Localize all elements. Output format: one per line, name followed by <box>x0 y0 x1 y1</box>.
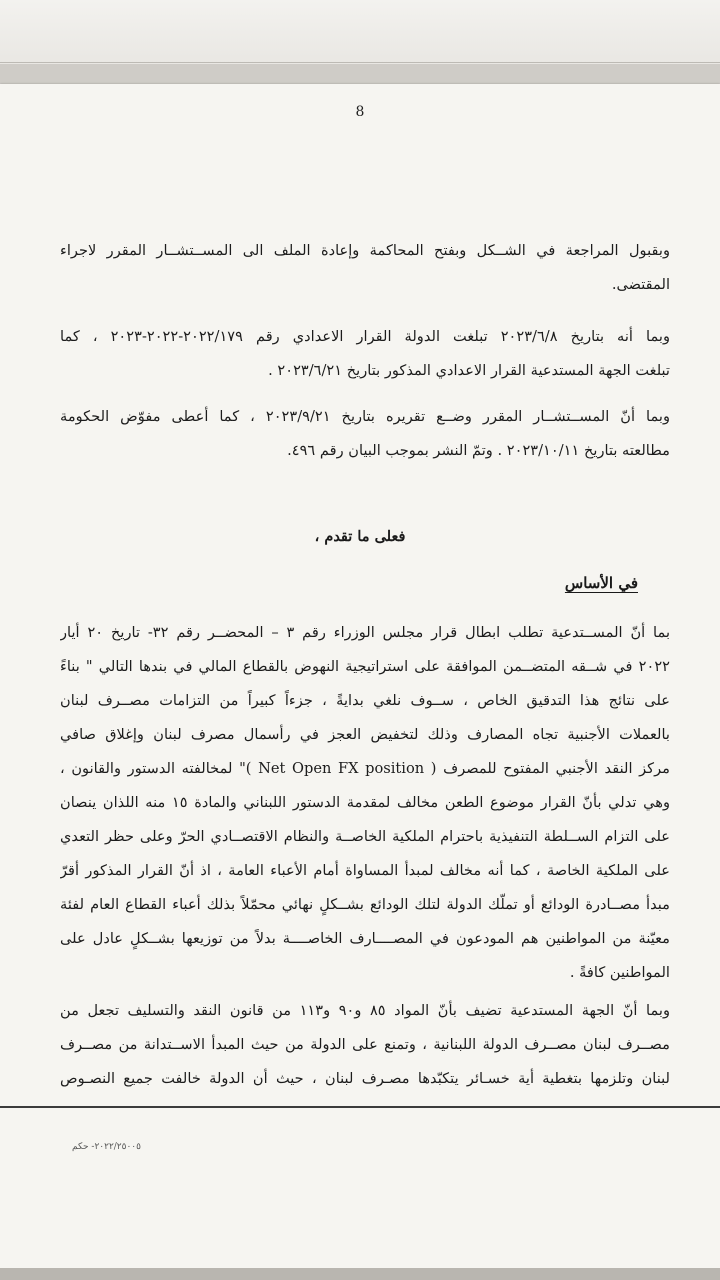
text-line: معيّنة من المواطنين هم المودعون في المصــــارف الخاصــــة بدلاً من توزيعها بشــكلٍ عادل على <box>60 930 670 947</box>
page-gap <box>0 64 720 84</box>
text-line: تبلغت الجهة المستدعية القرار الاعدادي المذكور بتاريخ ٢٠٢٣/٦/٢١ . <box>268 362 670 379</box>
text-line: وبقبول المراجعة في الشــكل وبفتح المحاكمة وإعادة الملف الى المســتشــار المقرر لاجراء <box>60 242 670 259</box>
text-line: وبما أنه بتاريخ ٢٠٢٣/٦/٨ تبلغت الدولة القرار الاعدادي رقم ٢٠٢٢/١٧٩-٢٠٢٢-٢٠٢٣ ، كما <box>60 328 670 345</box>
text-line: بما أنّ المســتدعية تطلب ابطال قرار مجلس الوزراء رقم ٣ – المحضــر رقم ٣٢- تاريخ ٢٠ أيار <box>60 624 670 641</box>
page-divider <box>0 62 720 63</box>
section-heading-merits: في الأساس <box>564 574 638 592</box>
paragraph-review-acceptance <box>60 234 670 302</box>
text-line: وبما أنّ الجهة المستدعية تضيف بأنّ المواد ٨٥ و٩٠ و١١٣ من قانون النقد والتسليف تجعل من <box>60 1002 670 1019</box>
text-line: المقتضى. <box>611 276 670 293</box>
page-gap-bottom <box>0 1268 720 1280</box>
text-line: بالعملات الأجنبية تجاه المصارف وذلك لتخفيض العجز في رأسمال مصرف لبنان وإغلاق صافي <box>60 726 670 743</box>
section-intro-heading: فعلى ما تقدم ، <box>314 528 406 545</box>
page-number: 8 <box>355 104 365 120</box>
footer-rule <box>0 1106 720 1108</box>
text-line: وبما أنّ المســتشــار المقرر وضــع تقريره بتاريخ ٢٠٢٣/٩/٢١ ، كما أعطى مفوّض الحكومة <box>60 408 670 425</box>
text-line: على الملكية الخاصة ، كما أنه مخالف لمبدأ المساواة أمام الأعباء العامة ، اذ أنّ القرار المذكور أقرّ <box>60 862 670 879</box>
paragraph-rapporteur-report <box>60 400 670 468</box>
previous-page-strip <box>0 0 720 64</box>
text-line: مبدأ مصــادرة الودائع أو تملّك الدولة لتلك الودائع بشــكلٍ نهائي محمّلاً بذلك أعباء القطاع العام لفئة <box>60 896 670 913</box>
paragraph-petition-claims <box>60 616 670 990</box>
text-line: على التزام الســلطة التنفيذية باحترام الملكية الخاصــة والنظام الاقتصــادي الحرّ وعلى حظر التعدي <box>60 828 670 845</box>
text-line: مركز النقد الأجنبي المفتوح للمصرف ( Net Open FX position )" لمخالفته الدستور والقانون ، <box>60 760 670 777</box>
paragraph-preparatory-decision <box>60 320 670 388</box>
text-line: مطالعته بتاريخ ٢٠٢٣/١٠/١١ . وتمّ النشر بموجب البيان رقم ٤٩٦. <box>287 442 670 459</box>
footer-reference-code: ٢٠٢٢/٢٥٠٠٥- حكم <box>72 1142 141 1152</box>
text-line: مصــرف لبنان مصــرف الدولة اللبنانية ، وتمنع على الدولة من حيث المبدأ الاســتدانة من مصــرف <box>60 1036 670 1053</box>
text-line: وهي تدلي بأنّ القرار موضوع الطعن مخالف لمقدمة الدستور اللبناني والمادة ١٥ منه اللذان ينصان <box>60 794 670 811</box>
text-line: ٢٠٢٢ في شــقه المتضــمن الموافقة على استراتيجية النهوض بالقطاع المالي في بندها التالي " بناءً <box>60 658 670 675</box>
text-line: لبنان وتلزمها بتغطية أية خسـائر يتكبّدها مصـرف لبنان ، حيث أن الدولة خالفت جميع النصـوص <box>60 1070 670 1087</box>
text-line: على نتائج هذا التدقيق الخاص ، ســوف نلغي بدايةً ، جزءاً كبيراً من التزامات مصــرف لبنان <box>60 692 670 709</box>
text-line: المواطنين كافةً . <box>569 964 670 981</box>
paragraph-monetary-law <box>60 994 670 1096</box>
